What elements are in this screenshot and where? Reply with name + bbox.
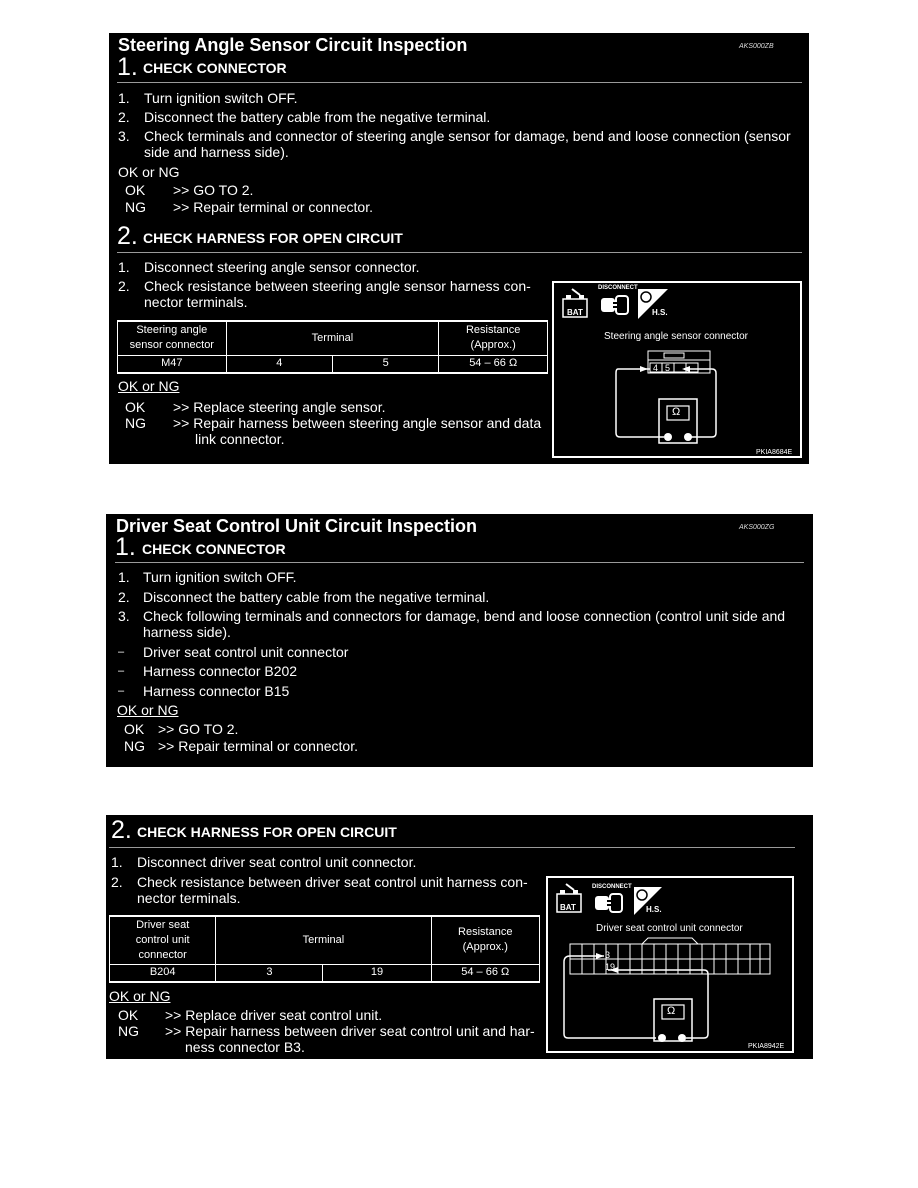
ok-result: >> GO TO 2. — [158, 721, 239, 737]
pin-label: 3 — [605, 950, 611, 960]
table-header-row — [110, 916, 540, 964]
list-item: Check terminals and connector of steering angle sensor for damage, bend and loose connection (sensor — [144, 128, 791, 144]
dash-bullet: – — [118, 665, 125, 677]
list-number: 1. — [118, 90, 130, 106]
table-header-cell: Resistance (Approx.) — [439, 321, 548, 355]
divider — [117, 82, 802, 83]
pin-label: 5 — [665, 363, 671, 373]
harness-open-circuit-panel — [106, 815, 813, 1059]
battery-label: BAT — [567, 308, 583, 317]
dash-bullet: – — [118, 685, 125, 697]
diagram-caption: Driver seat control unit connector — [596, 923, 743, 934]
ok-result: >> Replace steering angle sensor. — [173, 399, 386, 415]
list-number: 1. — [118, 259, 130, 275]
ng-label: NG — [125, 415, 146, 431]
table-header-cell: Steering angle sensor connector — [118, 321, 227, 355]
ohmmeter-symbol: Ω — [672, 406, 681, 418]
ng-result: >> Repair terminal or connector. — [158, 738, 358, 754]
list-item: Check resistance between steering angle sensor harness con- — [144, 278, 531, 294]
table-cell: 3 — [216, 964, 323, 982]
table-header-row — [118, 321, 548, 355]
table-cell: B204 — [110, 964, 216, 982]
list-number: 1. — [111, 854, 123, 870]
resistance-table — [117, 320, 548, 374]
ng-label: NG — [118, 1023, 139, 1039]
step-heading: CHECK HARNESS FOR OPEN CIRCUIT — [143, 230, 403, 246]
list-number: 3. — [118, 128, 130, 144]
section-title: Driver Seat Control Unit Circuit Inspection — [116, 516, 478, 536]
list-item: Disconnect the battery cable from the negative terminal. — [144, 109, 491, 125]
ok-result: >> Replace driver seat control unit. — [165, 1007, 383, 1023]
list-number: 2. — [118, 589, 130, 605]
section-code: AKS000ZB — [739, 43, 774, 50]
ng-label: NG — [124, 738, 145, 754]
table-cell: 4 — [226, 355, 332, 373]
connector-diagram — [546, 876, 794, 1053]
list-item: Disconnect the battery cable from the negative terminal. — [143, 589, 490, 605]
connector-icon — [599, 294, 631, 316]
pin-label: 19 — [605, 962, 616, 972]
table-cell: M47 — [118, 355, 227, 373]
ok-or-ng-label: OK or NG — [109, 988, 171, 1004]
ok-or-ng-label: OK or NG — [117, 702, 179, 718]
list-item: Check resistance between driver seat control unit harness con- — [137, 874, 528, 890]
ng-result-continued: link connector. — [195, 431, 285, 447]
step-number: 1. — [115, 533, 136, 561]
disconnect-label: DISCONNECT — [592, 884, 632, 890]
list-item-continued: nector terminals. — [137, 890, 241, 906]
wiring-diagram — [554, 343, 800, 453]
list-number: 1. — [118, 569, 130, 585]
step-heading: CHECK CONNECTOR — [143, 60, 287, 76]
list-item: Disconnect steering angle sensor connector. — [144, 259, 420, 275]
ng-label: NG — [125, 199, 146, 215]
harness-side-label: H.S. — [652, 308, 668, 317]
table-header-cell: Driver seat control unit connector — [110, 916, 216, 964]
pin-label: 4 — [653, 363, 659, 373]
ok-label: OK — [124, 721, 145, 737]
battery-label: BAT — [560, 903, 576, 912]
ng-result: >> Repair harness between steering angle sensor and data — [173, 415, 542, 431]
list-number: 2. — [118, 109, 130, 125]
list-item: Disconnect driver seat control unit connector. — [137, 854, 417, 870]
table-row — [118, 355, 548, 373]
table-cell: 19 — [323, 964, 431, 982]
disconnect-label: DISCONNECT — [598, 285, 638, 291]
ok-result: >> GO TO 2. — [173, 182, 254, 198]
table-header-cell: Terminal — [216, 916, 431, 964]
diagram-caption: Steering angle sensor connector — [604, 331, 748, 342]
divider — [115, 562, 804, 563]
steering-angle-sensor-panel — [109, 33, 809, 464]
ok-label: OK — [125, 182, 146, 198]
table-cell: 5 — [332, 355, 438, 373]
list-item-continued: side and harness side). — [144, 144, 289, 160]
ok-or-ng-label: OK or NG — [118, 164, 180, 180]
ng-result: >> Repair terminal or connector. — [173, 199, 373, 215]
list-item-continued: nector terminals. — [144, 294, 248, 310]
driver-seat-control-unit-panel — [106, 514, 813, 767]
divider — [117, 252, 802, 253]
list-number: 2. — [118, 278, 130, 294]
step-number: 1. — [117, 53, 138, 81]
connector-diagram — [552, 281, 802, 458]
list-number: 2. — [111, 874, 123, 890]
table-header-cell: Resistance (Approx.) — [431, 916, 539, 964]
dash-bullet: – — [118, 646, 125, 658]
figure-code: PKIA8942E — [748, 1043, 785, 1050]
step-heading: CHECK HARNESS FOR OPEN CIRCUIT — [137, 824, 397, 840]
ohmmeter-symbol: Ω — [667, 1005, 676, 1017]
ok-label: OK — [118, 1007, 139, 1023]
table-row — [110, 964, 540, 982]
figure-code: PKIA8684E — [756, 449, 793, 456]
table-header-cell: Terminal — [226, 321, 439, 355]
table-cell: 54 – 66 Ω — [439, 355, 548, 373]
table-cell: 54 – 66 Ω — [431, 964, 539, 982]
list-item-continued: harness side). — [143, 624, 231, 640]
wiring-diagram — [548, 934, 792, 1049]
ok-label: OK — [125, 399, 146, 415]
list-item: Turn ignition switch OFF. — [144, 90, 298, 106]
section-code: AKS000ZG — [739, 524, 775, 531]
list-item: Turn ignition switch OFF. — [143, 569, 297, 585]
harness-side-label: H.S. — [646, 905, 662, 914]
ng-result-continued: ness connector B3. — [185, 1039, 305, 1055]
connector-icon — [593, 892, 625, 914]
step-number: 2. — [117, 222, 138, 250]
ok-or-ng-label: OK or NG — [118, 378, 180, 394]
resistance-table — [109, 915, 540, 983]
divider — [109, 847, 795, 848]
section-title: Steering Angle Sensor Circuit Inspection — [118, 35, 468, 55]
list-item: Driver seat control unit connector — [143, 644, 349, 660]
list-item: Check following terminals and connectors for damage, bend and loose connection (control unit side and — [143, 608, 786, 624]
step-heading: CHECK CONNECTOR — [142, 541, 286, 557]
list-number: 3. — [118, 608, 130, 624]
list-item: Harness connector B15 — [143, 683, 290, 699]
list-item: Harness connector B202 — [143, 663, 298, 679]
ng-result: >> Repair harness between driver seat control unit and har- — [165, 1023, 535, 1039]
step-number: 2. — [111, 816, 132, 844]
